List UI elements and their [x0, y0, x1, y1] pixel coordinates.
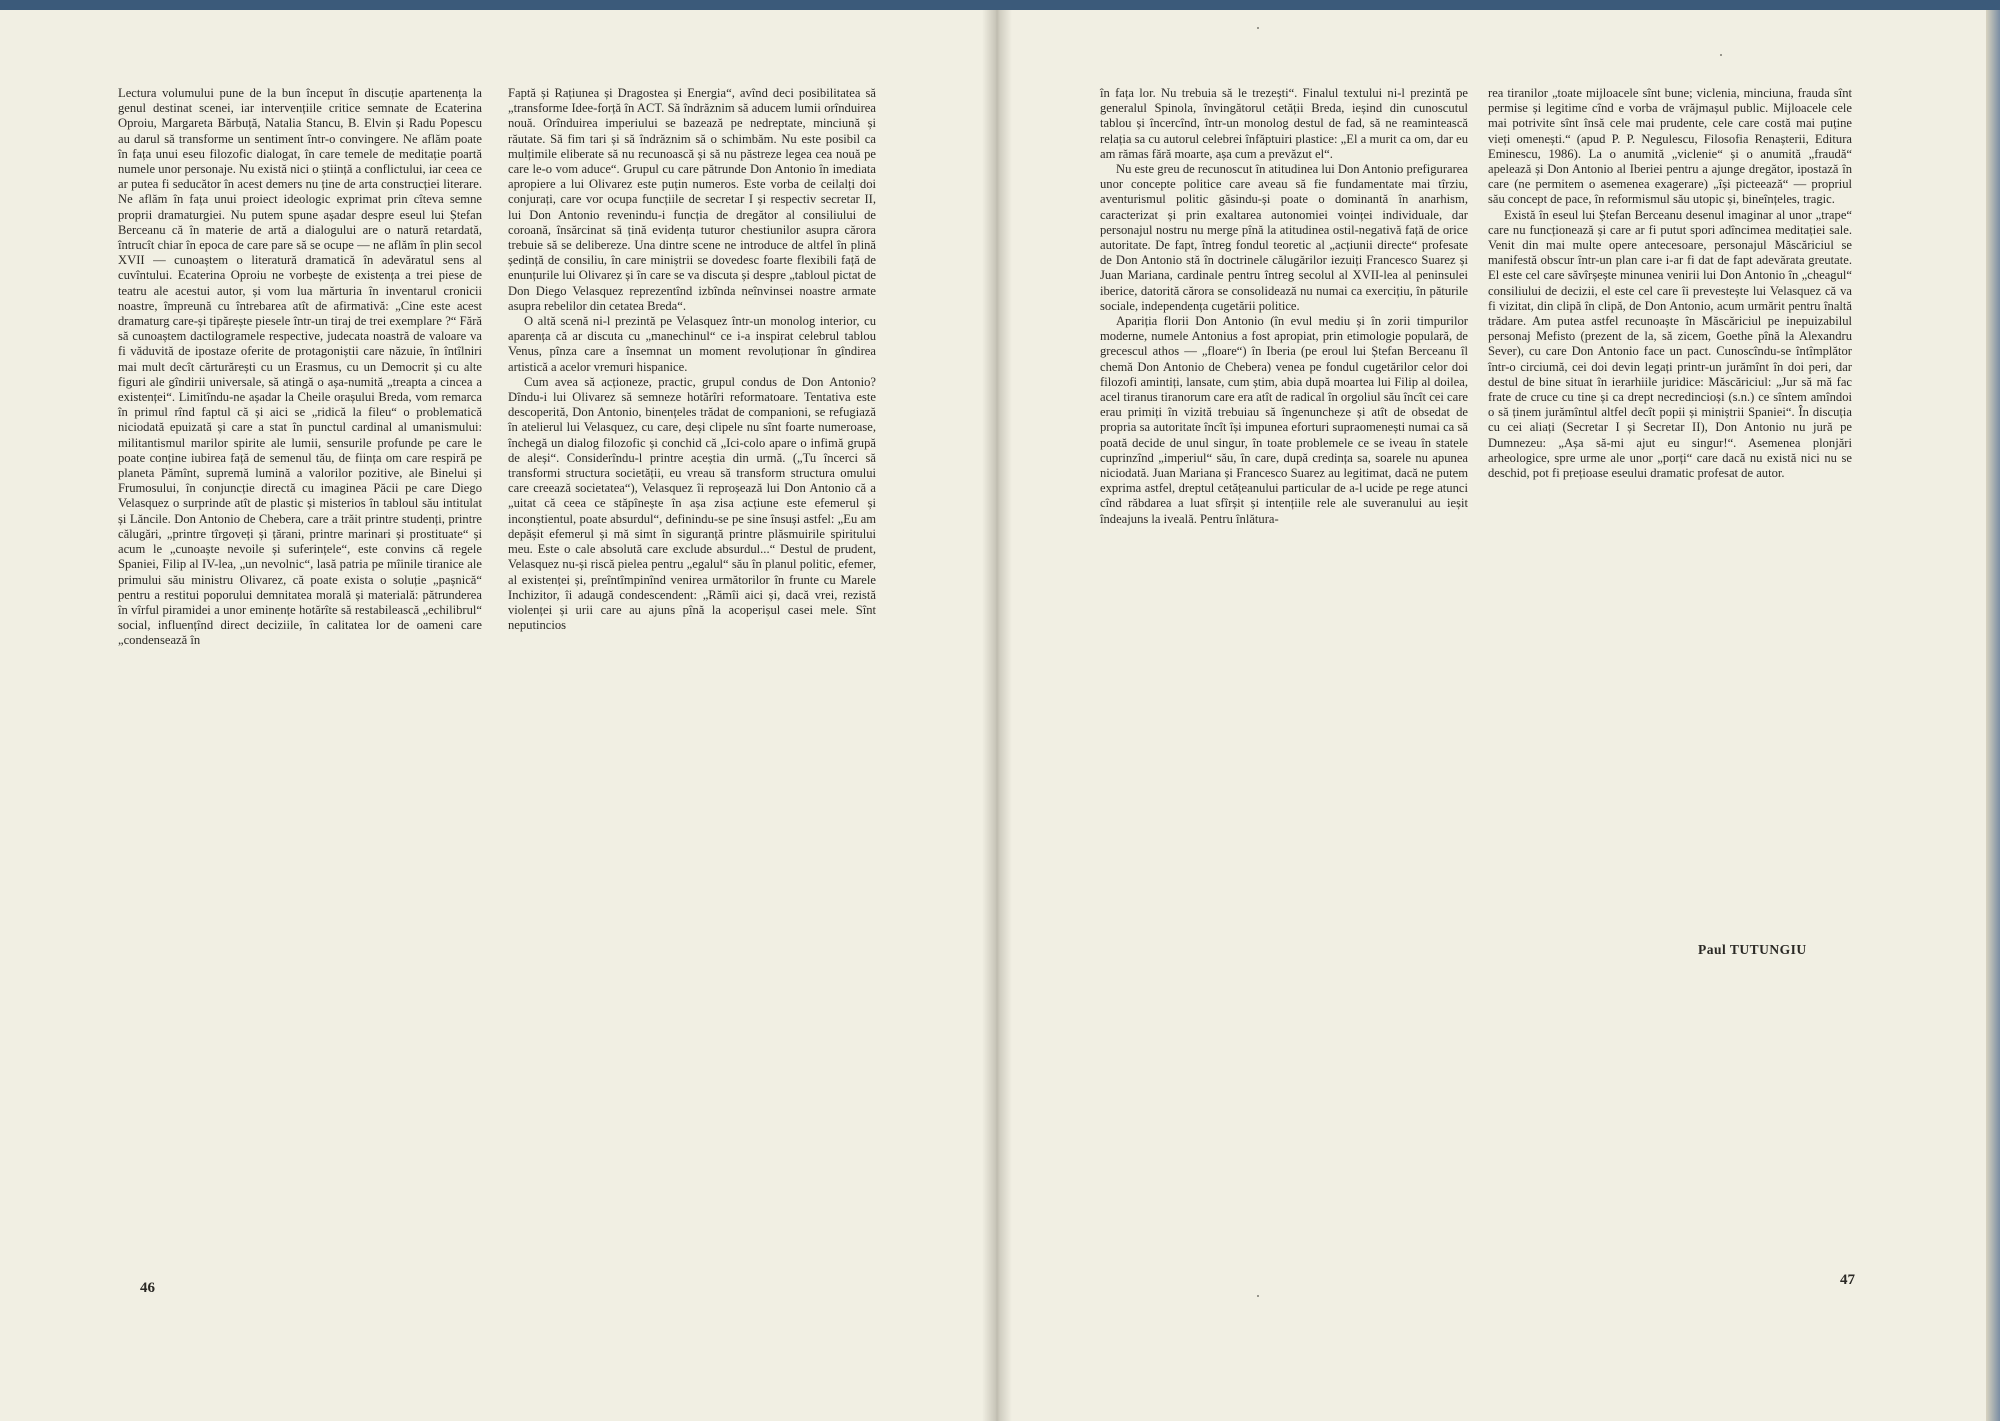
right-page: [1002, 10, 1986, 1421]
scan-speck: [1720, 54, 1722, 56]
page-number-left: 46: [140, 1280, 155, 1296]
author-signature: Paul TUTUNGIU: [1698, 942, 1807, 957]
book-binding: [0, 0, 2000, 10]
paragraph: Există în eseul lui Ștefan Berceanu desenul imaginar al unor „trape“ care nu funcționează și care ar fi putut spori adîncimea meditației sale. Venit din mai multe opere antecesoare, personajul Măscăriciul se manifestă obscur într-un plan care i-ar fi dat de fapt adevărata greutate. El este cel care săvîrșește minunea venirii lui Don Antonio în „cheagul“ consiliului de decizii, el este cel care îi prevestește lui Velasquez că va fi vizitat, din clipă în clipă, de Don Antonio, acum urmărit pentru înaltă trădare. Am putea astfel recunoaște în Măscăriciul pe inepuizabilul personaj Mefisto (prezent de la, să zicem, Goethe pînă la Alexandru Sever), cu care Don Antonio face un pact. Cunoscîndu-se întîmplător într-o circiumă, cei doi devin legați printr-un jurămînt în doi peri, dar destul de bine situat în ierarhiile juridice: Măscăriciul: „Jur să mă fac frate de cruce cu tine și ca drept necredincioși (s.n.) ce sîntem amîndoi o să ținem jurămîntul altfel decît popii și miniștrii Spaniei“. În discuția cu cei aliați (Secretar I și Secretar II), Don Antonio nu jură pe Dumnezeu: „Așa să-mi ajut eu singur!“. Asemenea plonjări arheologice, spre urme ale unor „porți“ care dacă nu există nici nu se deschid, pot fi prețioase eseului dramatic profesat de autor.: [1488, 207, 1852, 481]
right-page-column-2: [1488, 86, 1852, 481]
left-page: [0, 10, 990, 1421]
paragraph: Faptă și Rațiunea și Dragostea și Energia“, avînd deci posibilitatea să „transforme Idee-forță în ACT. Să îndrăznim să aducem lumii orînduirea nouă. Orînduirea imperiului se bazează pe nedreptate, minciună și răutate. Să fim tari și să îndrăznim să o schimbăm. Nu este posibil ca mulțimile eliberate să nu recunoască și să nu păstreze legea cea nouă pe care le-o vom aduce“. Grupul cu care pătrunde Don Antonio în imediata apropiere a lui Olivarez este puțin numeros. Este vorba de ceilalți doi conjurați, care vor ocupa funcțiile de secretar I și respectiv secretar II, lui Don Antonio revenindu-i funcția de dregător al consiliului de coroană, însărcinat să țină evidența tuturor chestiunilor asupra cărora trebuie să se delibereze. Una dintre scene ne introduce de altfel în plină ședință de consiliu, în care miniștrii se dovedesc foarte flexibili față de enunțurile lui Olivarez și în care se va discuta și despre „tabloul pictat de Don Diego Velasquez reprezentînd izbînda neînvinsei noastre armate asupra rebelilor din cetatea Breda“.: [508, 86, 876, 313]
scan-speck: [1257, 1295, 1259, 1297]
paragraph: în fața lor. Nu trebuia să le trezești“. Finalul textului ni-l prezintă pe generalul Spinola, învingătorul cetății Breda, ieșind din cunoscutul tablou și încercînd, într-un monolog destul de fad, să ne reamintească relația sa cu autorul celebrei înfăptuiri plastice: „El a murit ca om, dar eu am rămas fără moarte, așa cum a prevăzut el“.: [1100, 86, 1468, 161]
paragraph: Cum avea să acționeze, practic, grupul condus de Don Antonio? Dîndu-i lui Olivarez să semneze hotărîri reformatoare. Tentativa este descoperită, Don Antonio, binențeles trădat de companioni, se refugiază în atelierul lui Velasquez, cu care, deși clipele nu sînt foarte numeroase, închegă un dialog filozofic și conchid că „Ici-colo apare o infimă grupă de aleși“. Considerîndu-l printre aceștia din urmă. („Tu încerci să transformi structura societății, eu vreau să transform structura omului care creează societatea“), Velasquez îi reproșează lui Don Antonio că a „uitat că ceea ce stăpînește în așa zisa acțiune este efemerul și inconștientul, poate absurdul“, definindu-se pe sine însuși astfel: „Eu am depășit efemerul și mă simt în siguranță printre plăsmuirile spiritului meu. Este o cale absolută care exclude absurdul...“ Destul de prudent, Velasquez nu-și riscă pielea pentru „egalul“ său în planul politic, efemer, al existenței și, preîntîmpinînd venirea următorilor în frunte cu Marele Inchizitor, îi adaugă condescendent: „Rămîi aici și, dacă vrei, rezistă violenței și urii care au ajuns pînă la acoperișul casei mele. Sînt neputincios: [508, 374, 876, 633]
scan-speck: [1257, 27, 1259, 29]
paragraph: O altă scenă ni-l prezintă pe Velasquez într-un monolog interior, cu aparența că ar discuta cu „manechinul“ ce i-a inspirat celebrul tablou Venus, pînza care a însemnat un moment revoluționar în gîndirea artistică a acelor vremuri hispanice.: [508, 314, 876, 374]
paragraph: Nu este greu de recunoscut în atitudinea lui Don Antonio prefigurarea unor concepte politice care aveau să fie fundamentate mai tîrziu, aventurismul politic găsindu-și poate o dominantă în anarhism, caracterizat și prin exaltarea autonomiei voinței individuale, dar personajul nostru nu merge pînă la atitudinea ostil-negativă față de orice autoritate. De fapt, întreg fondul teoretic al „acțiunii directe“ profesate de Don Antonio stă în doctrinele călugărilor iezuiți Francesco Suarez și Juan Mariana, cardinale pentru întreg secolul al XVII-lea al peninsulei iberice, datorită cărora se consolidează nu numai ca exercițiu, în păturile sociale, independența cugetării politice.: [1100, 162, 1468, 313]
paragraph: Apariția florii Don Antonio (în evul mediu și în zorii timpurilor moderne, numele Antonius a fost apropiat, prin etimologie populară, de grecescul athos — „floare“) în Iberia (pe eroul lui Ștefan Berceanu îl chemă Don Antonio de Chebera) venea pe fondul cugetărilor celor doi filozofi amintiți, lansate, cum știm, abia după moartea lui Filip al doilea, acel tiranus tiranorum care era atît de radical în orgoliul său încît cei care erau primiți în vizită trebuiau să îngenuncheze și atît de obsedat de propria sa autoritate încît își impunea eforturi supraomenești numai ca să poată decide de unul singur, în toate problemele ce se iveau în statele cuprinzînd „imperiul“ său, în care, după credința sa, soarele nu apunea niciodată. Juan Mariana și Francesco Suarez au legitimat, dacă ne putem exprima astfel, dreptul cetățeanului particular de a-l ucide pe rege atunci cînd răbdarea a luat sfîrșit și intențiile rele ale suveranului au ieșit îndeajuns la iveală. Pentru înlătura-: [1100, 314, 1468, 526]
left-page-column-1: [118, 86, 482, 649]
left-page-column-2: [508, 86, 876, 633]
paragraph: rea tiranilor „toate mijloacele sînt bune; viclenia, minciuna, frauda sînt permise și legitime cînd e vorba de vrăjmașul public. Mijloacele cele mai potrivite sînt însă cele mai prudente, cele care costă mai puține vieți omenești.“ (apud P. P. Negulescu, Filosofia Renașterii, Editura Eminescu, 1986). La o anumită „viclenie“ și o anumită „fraudă“ apelează și Don Antonio al Iberiei pentru a ajunge dregător, ipostază în care (ne permitem o asemenea exagerare) „își picteează“ — propriul său concept de pace, în reformismul său utopic și, bineînțeles, tragic.: [1488, 86, 1852, 207]
page-number-right: 47: [1840, 1272, 1855, 1288]
paragraph: Lectura volumului pune de la bun început în discuție apartenența la genul destinat scenei, iar intervențiile critice semnate de Ecaterina Oproiu, Margareta Bărbuță, Natalia Stancu, B. Elvin și Radu Popescu au darul să transforme un sentiment într-o convingere. Ne aflăm poate în fața unui eseu filozofic dialogat, în care temele de meditație poartă numele unor personaje. Nu există nici o știință a conflictului, iar ceea ce ar putea fi seducător în acest demers nu ține de arta construcției literare. Ne aflăm în fața unui proiect ideologic exprimat prin cîteva semne proprii dramaturgiei. Nu putem spune așadar despre eseul lui Ștefan Berceanu că în materie de artă a dialogului are o natură retardată, întrucît chiar în epoca de care pare să se ocupe — ne aflăm în plin secol XVII — cunoaștem o literatură dramatică în adevăratul sens al cuvîntului. Ecaterina Oproiu ne vorbește de existența a trei piese de teatru ale acestui autor, și vom lua mărturia în inventarul cronicii noastre, împreună cu întrebarea atît de afirmativă: „Cine este acest dramaturg care-și tipărește piesele într-un tiraj de trei exemplare ?“ Fără să cunoaștem dactilogramele respective, judecata noastră de valoare va fi văduvită de ipostaze oferite de protagoniștii care năzuie, în întîlniri mai mult decît cărturărești cu un Erasmus, cu un Democrit și cu alte figuri ale gîndirii universale, să atingă o așa-numită „treapta a cincea a existenței“. Limitîndu-ne așadar la Cheile orașului Breda, vom remarca în primul rînd faptul că și aici se „ridică la fileu“ o problematică niciodată epuizată și care a stat în punctul cardinal al umanismului: militantismul marilor spirite ale lumii, sensurile profunde pe care le poate conține iubirea față de semenul tău, de ființa om care respiră pe planeta Pămînt, supremă lumină a valorilor pozitive, ale Binelui și Frumosului, în conjuncție directă cu imaginea Păcii pe care Diego Velasquez o surprinde atît de plastic și misterios în tabloul său intitulat și Lăncile. Don Antonio de Chebera, care a trăit printre studenți, printre călugări, „printre tîrgoveți și țărani, printre marinari și prostituate“ și acum le „cunoaște nevoile și suferințele“, este convins că regele Spaniei, Filip al IV-lea, „un nevolnic“, lasă patria pe mîinile tiranice ale primului său ministru Olivarez, că poate exista o soluție „pașnică“ pentru a restitui poporului demnitatea morală și materială: pătrunderea în vîrful piramidei a unor eminențe hotărîte să restabilească „echilibrul“ social, influențînd direct deciziile, în calitatea lor de oameni care „condensează în: [118, 86, 482, 648]
right-page-column-1: [1100, 86, 1468, 527]
book-cover-edge: [1986, 10, 2000, 1421]
